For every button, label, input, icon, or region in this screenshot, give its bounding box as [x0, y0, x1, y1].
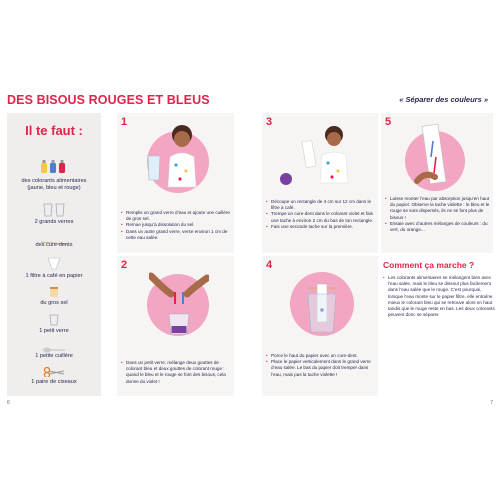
- how-line: • Les colorants alimentaires se mélangent bien avec l’eau salée, mais le bleu se dissout plus facilement dans l’eau salée que le rouge. C’est pourquoi, lorsque l’eau monte sur le papier filtre, elle entraîne mieux le colorant bleu qui se retrouve alors en haut tandis que le rouge reste en bas. Les deux colorants peuvent donc se séparer.: [383, 275, 495, 318]
- salt-icon: [48, 285, 60, 297]
- how-text: [383, 275, 495, 318]
- bottles-icon: [39, 160, 69, 174]
- step-text: [121, 210, 231, 241]
- spoon-icon: [42, 341, 66, 349]
- girl-filter-illustration: [300, 123, 350, 185]
- scissors-icon: [43, 364, 65, 374]
- toothpicks-icon: [39, 233, 69, 239]
- step-line: • Essaie avec d’autres mélanges de couleurs : du vert, du orange...: [385, 221, 491, 233]
- glasses-icon: [42, 203, 66, 217]
- page-number-right: 7: [490, 400, 493, 406]
- material-item: du gros sel: [40, 300, 68, 306]
- material-item: 1 petit verre: [39, 328, 69, 334]
- how-it-works: [383, 260, 495, 400]
- step-line: • Remplis un grand verre d’eau et ajoute une cuillère de gros sel.: [121, 210, 231, 222]
- material-item: 2 grands verres: [34, 219, 74, 225]
- step-1-box: [117, 113, 234, 253]
- step-line: • Remue jusqu’à dissolution du sel.: [121, 222, 231, 228]
- step-number: 5: [385, 116, 392, 128]
- step-line: • Trempe un cure-dent dans le colorant violet et fais une tache à environ 2 cm du bas de ton rectangle.: [266, 211, 376, 223]
- coffee-filter-icon: [47, 256, 61, 270]
- step-2-box: [117, 256, 234, 396]
- page-title: DES BISOUS ROUGES ET BLEUS: [7, 93, 210, 107]
- step-line: • Place le papier verticalement dans le grand verre d’eau salée. Le bas du papier doit tremper dans l’eau, mais pas la tache violette !: [266, 359, 376, 378]
- material-item: 1 filtre à café en papier: [25, 273, 83, 279]
- step-5-box: [381, 113, 493, 253]
- step-number: 1: [121, 116, 128, 128]
- materials-heading: Il te faut :: [25, 123, 83, 138]
- step-3-box: [262, 113, 378, 253]
- step-number: 4: [266, 259, 273, 271]
- material-item: 1 petite cuillère: [35, 353, 73, 359]
- step-text: [121, 360, 231, 385]
- step-line: • Dans un autre grand verre, verse environ 1 cm de cette eau salée.: [121, 229, 231, 241]
- step-text: [266, 199, 376, 230]
- step-line: • Fais une seconde tache sur la première.: [266, 224, 376, 230]
- material-item: des cure-dents: [35, 242, 73, 248]
- paper-result-illustration: [411, 121, 461, 193]
- page-number-left: 6: [7, 400, 10, 406]
- step-number: 2: [121, 259, 128, 271]
- step-line: • Dans un petit verre, mélange deux gouttes de colorant bleu et deux gouttes de colorant rouge : quand le bleu et le rouge se font des bisous, cela donne du violet !: [121, 360, 231, 385]
- material-item: des colorants alimentaires (jaune, bleu et rouge): [21, 178, 87, 191]
- glass-paper-illustration: [304, 274, 340, 334]
- hands-dropper-illustration: [149, 270, 209, 336]
- step-line: • Laisse monter l’eau par absorption jusqu’en haut du papier. Observe la tache violette : le bleu et le rouge se sont dispersés, ils ne se font plus de bisous !: [385, 196, 491, 221]
- step-text: [266, 353, 376, 378]
- step-line: • Découpe un rectangle de 4 cm sur 12 cm dans le filtre à café.: [266, 199, 376, 211]
- violet-colorant-cup: [280, 173, 292, 185]
- step-text: [385, 196, 491, 233]
- step-number: 3: [266, 116, 273, 128]
- materials-panel: [7, 113, 101, 396]
- glass-illustration: [147, 155, 161, 181]
- step-line: • Porce le haut du papier avec un cure-dent.: [266, 353, 376, 359]
- how-heading: Comment ça marche ?: [383, 260, 475, 270]
- section-label: « Séparer des couleurs »: [399, 95, 488, 104]
- small-glass-icon: [48, 313, 60, 325]
- girl-illustration: [162, 121, 202, 191]
- step-4-box: [262, 256, 378, 396]
- material-item: 1 paire de ciseaux: [31, 379, 77, 385]
